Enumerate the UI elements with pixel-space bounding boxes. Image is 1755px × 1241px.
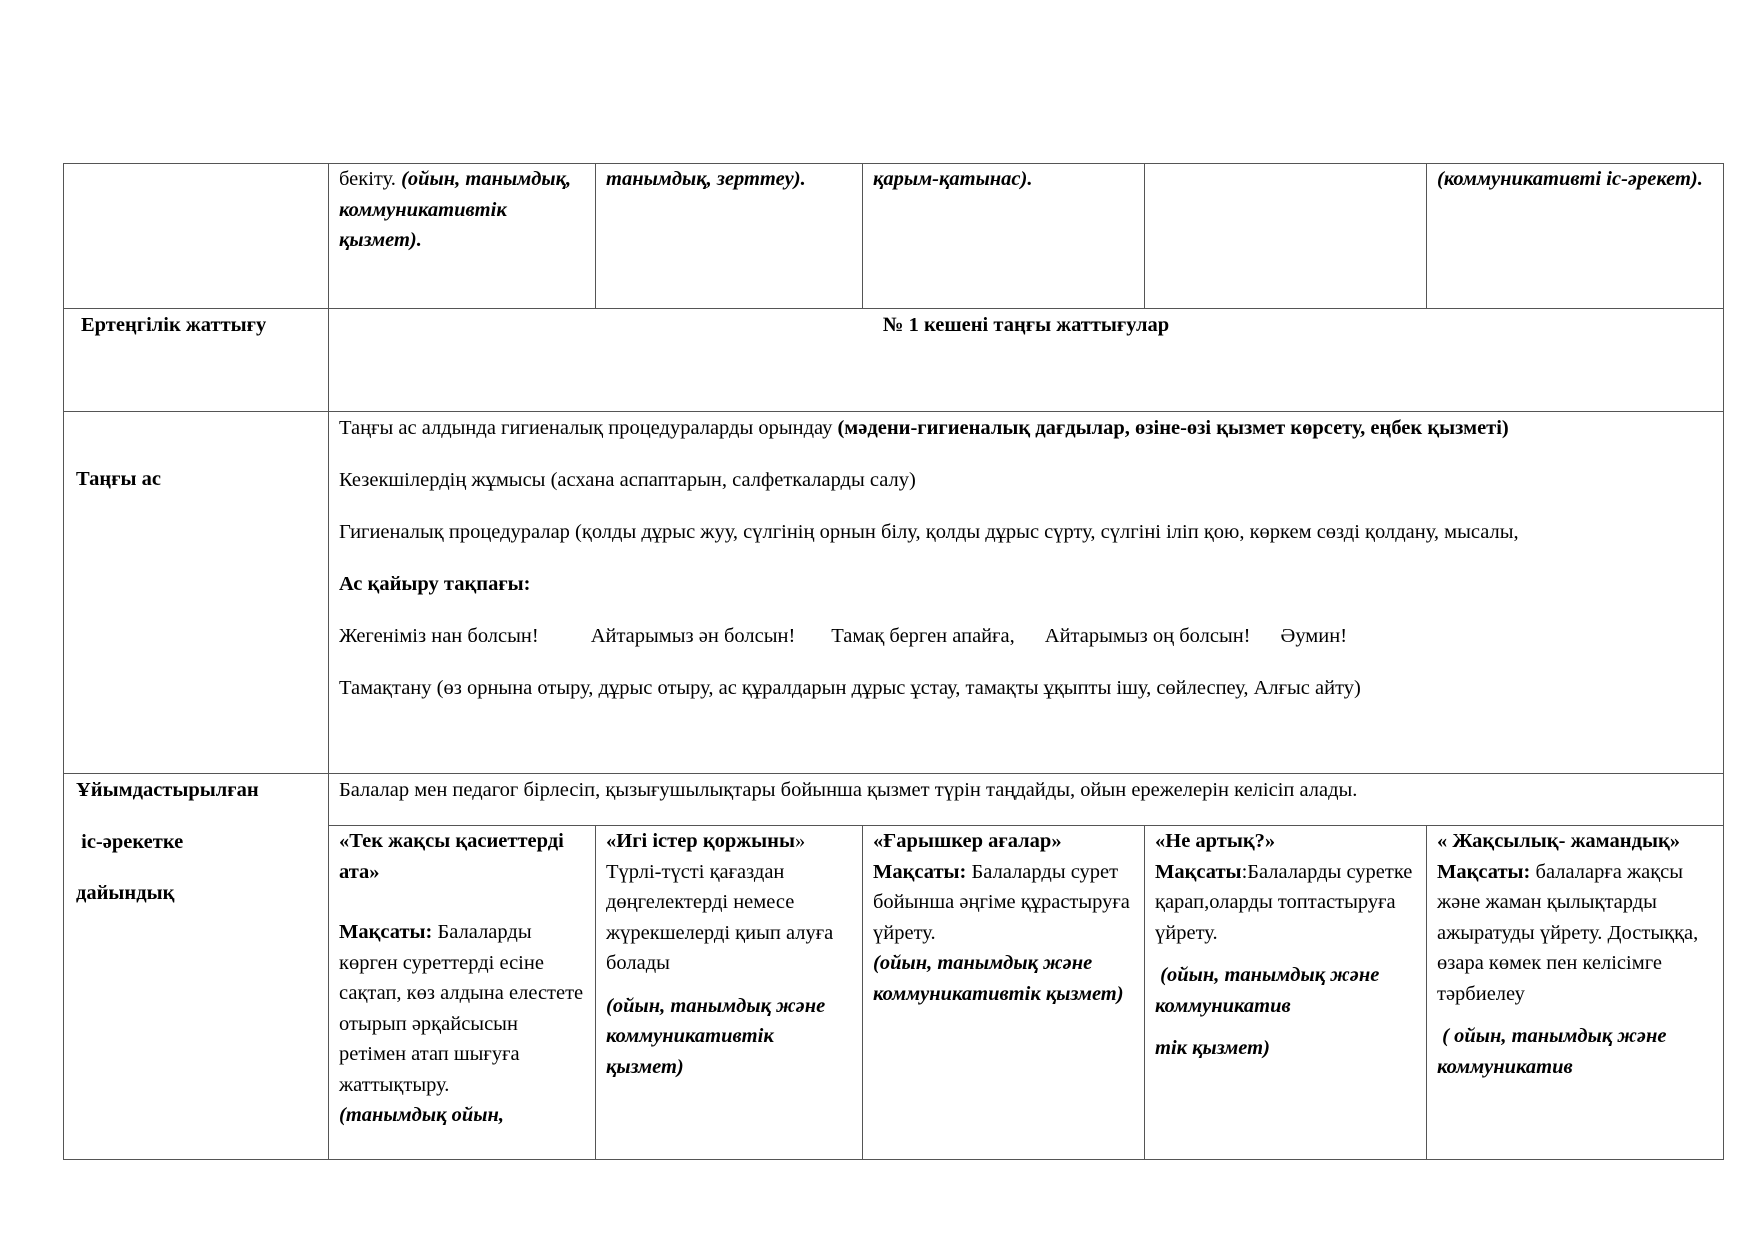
text-plain: бекіту. — [339, 168, 402, 190]
game-aim — [1437, 857, 1713, 1010]
poem-line: Жегеніміз нан болсын! — [339, 625, 539, 647]
cell-c6 — [1427, 164, 1724, 309]
row-morning-exercise — [64, 309, 1724, 412]
aim-text: Балаларды сурет бойынша әңгіме құрастыруға үйрету. — [873, 860, 1130, 944]
aim-text: Балаларды көрген суреттерді есіне сақтап, көз алдына елестете отырып әрқайсысын ретімен атап шығуға жаттықтыру. — [339, 921, 584, 1096]
game-text: Түрлі-түсті қағаздан дөңгелектерді немесе жүрекшелерді қиып алуға болады — [606, 860, 834, 974]
game-title: «Тек жақсы қасиеттерді ата» — [339, 830, 564, 883]
cell-label-empty — [64, 164, 329, 309]
game-note: тік қызмет) — [1155, 1037, 1270, 1059]
text-plain: Таңғы ас алдында гигиеналық процедураларды орындау — [339, 417, 838, 439]
row-breakfast — [64, 412, 1724, 774]
game-note: (ойын, танымдық және коммуникативтік қызмет) — [873, 952, 1124, 1005]
note-activity: танымдық, зерттеу). — [606, 168, 806, 190]
breakfast-line-1 — [339, 413, 1713, 444]
game-aim — [1155, 857, 1416, 949]
cell-c3 — [596, 164, 863, 309]
game-aim — [339, 917, 585, 1100]
game-col-3 — [863, 826, 1145, 1160]
game-note: (ойын, танымдық және коммуникатив — [1155, 964, 1385, 1017]
prep-intro: Балалар мен педагог бірлесіп, қызығушылықтары бойынша қызмет түрін таңдайды, ойын ережелерін келісіп алады. — [329, 774, 1724, 826]
cell-c4 — [863, 164, 1145, 309]
cell-c5-empty — [1145, 164, 1427, 309]
aim-text: балаларға жақсы және жаман қылықтарды ажыратуды үйрету. Достыққа, өзара көмек пен келісімге тәрбиелеу — [1437, 860, 1699, 1005]
poem-line: Тамақ берген апайға, — [831, 625, 1015, 647]
game-note: (танымдық ойын, — [339, 1104, 504, 1126]
game-title: «Игі істер қоржыны — [606, 830, 795, 852]
game-aim — [873, 857, 1134, 949]
note-activity: (коммуникативті іс-әрекет). — [1437, 168, 1703, 190]
breakfast-line-6: Тамақтану (өз орнына отыру, дұрыс отыру, ас құралдарын дұрыс ұстау, тамақты ұқыпты ішу, сөйлеспеу, Алғыс айту) — [339, 677, 1361, 699]
label-breakfast: Таңғы ас — [64, 412, 329, 774]
breakfast-line-3: Гигиеналық процедуралар (қолды дұрыс жуу, сүлгінің орнын білу, қолды дұрыс сүрту, сүлгіні іліп қою, көркем сөзді қолдану, мысалы, — [339, 521, 1519, 543]
grace-poem — [339, 621, 1713, 652]
note-activity: қарым-қатынас). — [873, 168, 1033, 190]
cell-c2 — [329, 164, 596, 309]
poem-line: Айтарымыз оң болсын! — [1044, 625, 1251, 647]
label-prep-line: дайындық — [76, 882, 175, 904]
game-title-end: » — [794, 830, 806, 852]
poem-line: Айтарымыз ән болсын! — [590, 625, 796, 647]
label-prep — [64, 774, 329, 1160]
label-morning-exercise: Ертеңгілік жаттығу — [64, 309, 329, 412]
game-title: «Ғарышкер ағалар» — [873, 830, 1062, 852]
poem-line: Әумин! — [1280, 625, 1348, 647]
aim-label: Мақсаты: — [873, 860, 967, 883]
plan-table — [63, 163, 1724, 1160]
breakfast-content — [329, 412, 1724, 774]
row-continuation — [64, 164, 1724, 309]
note-activity: (ойын, танымдық, коммуникативтік қызмет). — [339, 168, 572, 251]
game-note: (ойын, танымдық және коммуникативтік қызмет) — [606, 994, 826, 1078]
game-title-wrap — [606, 826, 852, 857]
label-prep-line: іс-әрекетке — [76, 830, 184, 853]
game-col-1 — [329, 826, 596, 1160]
game-col-2 — [596, 826, 863, 1160]
aim-label: Мақсаты: — [339, 921, 433, 943]
text-bold: (мәдени-гигиеналық дағдылар, өзіне-өзі қызмет көрсету, еңбек қызметі) — [837, 417, 1509, 439]
game-title: «Не артық?» — [1155, 830, 1276, 852]
row-prep-intro — [64, 774, 1724, 826]
game-col-4 — [1145, 826, 1427, 1160]
label-prep-line: Ұйымдастырылған — [76, 779, 259, 801]
breakfast-line-2: Кезекшілердің жұмысы (асхана аспаптарын, салфеткаларды салу) — [339, 469, 916, 491]
game-col-5 — [1427, 826, 1724, 1160]
aim-label: Мақсаты: — [1437, 860, 1531, 883]
aim-label: Мақсаты — [1155, 860, 1242, 883]
game-note: ( ойын, танымдық және коммуникатив — [1437, 1025, 1672, 1078]
exercise-content: № 1 кешені таңғы жаттығулар — [329, 309, 1724, 412]
aim-text: :Балаларды суретке қарап,оларды топтастыруға үйрету. — [1155, 860, 1413, 944]
game-title: « Жақсылық- жамандық» — [1437, 830, 1681, 852]
grace-title: Ас қайыру тақпағы: — [339, 573, 531, 595]
